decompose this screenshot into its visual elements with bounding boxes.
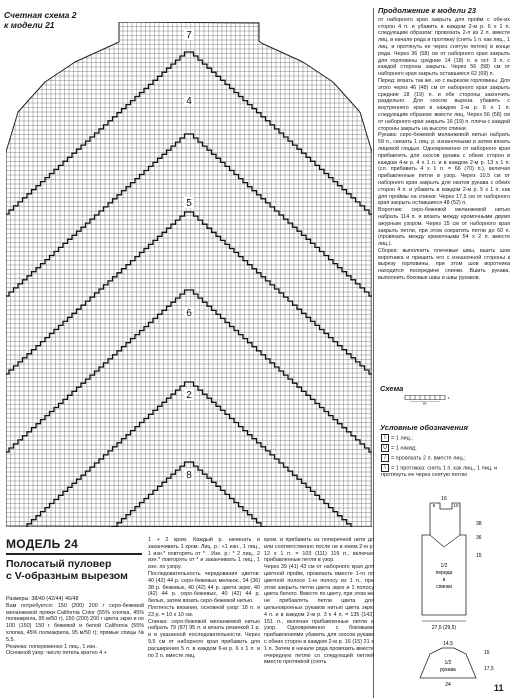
- paragraph: Основной узор: число петель кратно 4 +: [6, 650, 107, 657]
- legend-text: = 1 протяжка: снять 1 п. как лиц., 1 лиц. и протянуть ее через снятую петлю: [381, 465, 498, 478]
- instructions-column-2: [148, 537, 260, 659]
- paragraph: Воротник: серо-бежевой меланжевой нитью набрать 114 п. и вязать между кромочными двумя ажурным узором. Через 15 см от наборного края закрыть петли, при этом сократить петли до 60 п. (провязать между кромочными 54 х 2 п. вместе лиц.).: [378, 207, 510, 248]
- paragraph: Последовательность чередования цветов: 40 (42) 44 р. серо-бежевых меланж., 34 (36) 38 р. бежевых, 40 (42) 44 р. цвета экрю, 40 (42) 44 р. серо-бежевых, 40 (42) 44 р. белых, затем вязать серо-бежевой нитью.: [148, 570, 260, 605]
- model-subtitle: [6, 558, 144, 582]
- legend-item: [381, 454, 511, 462]
- paragraph: Резинка: попеременно 1 лиц., 1 изн.: [6, 643, 97, 650]
- diagram-right-dim-1: 38: [476, 521, 482, 527]
- legend-item: [381, 464, 511, 479]
- paragraph: Плотность вязания, основной узор: 18 п. и 23 р. = 10 х 10 см.: [148, 604, 260, 618]
- chart-row-number: 5: [186, 198, 192, 209]
- instructions-column-3: [264, 537, 374, 666]
- paragraph: Через 39 (41) 43 см от наборного края для цветной пройм, провязать вместе 1-го по цветной полосе 1-ю полосу из 1 п., при этом закрыть петли цвета экрю и 1 полосу цвета белого. Вместе по цвету, при этом же не прибавлять петли цвета для цельнокроеных рукавов нитью цвета экрю 4 п. и в каждом 2-м р. 3 х 4 п. = 135 (143) 151 п., включая прибавленные петли в узор. Одновременно с боковыми прибавлениями убавить для скосов рукава с обеих сторон в каждом 2-м р. 16 (15) 21 х 1 п. Затем в начале ряда провязать вместе очередную петлю со следующей петлей вместе протяжкой (снять: [264, 564, 374, 666]
- page-number: 11: [494, 683, 504, 693]
- diagram-center-2: переда: [435, 570, 453, 576]
- paragraph: 1 + 2 кром. Каждый р. начинать и заканчивать 1 кром. Лиц. р.: «1 изн., 1 лиц., 1 изн.* повторять от * . Изн. р.: * 2 лиц., 2 изн.* повторять от * и заканчивать 1 лиц., 1 изн. по узору.: [148, 537, 260, 571]
- legend-text: = 1 накид;: [391, 445, 417, 452]
- diagram-top-right-dim: 10: [453, 503, 459, 508]
- diagram-right-dim-3: 15: [476, 553, 482, 559]
- chart-row-number: 6: [186, 308, 192, 319]
- body-pattern-diagram: [400, 495, 512, 635]
- diagram-right-dim-2: 36: [476, 535, 482, 541]
- sleeve-right-top-dim: 15: [484, 650, 490, 656]
- chart-row-number: 4: [186, 96, 192, 107]
- diagram-center-4: спинки: [436, 584, 452, 590]
- knitting-chart-grid: [6, 22, 372, 527]
- legend-item: [381, 434, 511, 442]
- model-subtitle-line2: с V-образным вырезом: [6, 570, 128, 582]
- paragraph: Рукава: серо-бежевой меланжевой нитью набрать 58 п., связать 1 лиц. р. изнаночными и затем вязать лицевой гладью. Одновременно от наборного края прибавлять для скосов рукава с обеих сторон в каждом 4-м р. 4 х 1 п. и в каждом 2-м р. 13 х 1 п. (сл. прибавить 4 х 1 п. = 66 (70) п.), включая прибавленные петли в узор. Через 10,5 см от наборного края закрыть для окатов рукава с обеих сторон 4 п. и убавить в каждом 2-м р. 5 х 1 п. как для проймы на спинке. Через 17,5 см от наборного края закрыть оставшиеся 48 (52) п.: [378, 132, 510, 207]
- paragraph: Размеры: 38/40 (42/44) 46/48: [6, 596, 79, 602]
- legend-text: = 1 лиц.;: [391, 435, 413, 442]
- sleeve-top-dim: 14,5: [443, 641, 453, 647]
- model-subtitle-line1: Полосатый пуловер: [6, 558, 112, 570]
- schema-ms-label: MS: [422, 402, 427, 405]
- chart-row-numbers: [184, 29, 194, 481]
- legend-symbol: \: [381, 464, 389, 472]
- instructions-column-1: [6, 596, 144, 657]
- legend-title: Условные обозначения: [380, 423, 468, 432]
- legend-text: = провязать 2 п. вместе лиц.;: [391, 455, 466, 462]
- paragraph: от наборного края закрыть для пройм с обе-их сторон 4 п. и убавить в каждом 2-м р. 6 х 1 п. следующим образом: провязать 2-п из 2 п. вместе лиц. в начале ряда и протяжку (снять 1 п. как лиц., 1 лиц. и протянуть ее через снятую петлю) в конце ряда. Через 36 (58) см от наборного края закрыть для горловины средние 14 (18) п. и ост. 3 п. с каждой стороны закрыть. Через 56 (58) см от наборного края закрыть оставшиеся 62 (69) п.: [378, 16, 510, 78]
- chart-caption-line2: к модели 21: [4, 20, 55, 30]
- paragraph: Спинка: серо-бежевой меланжевой нитью набрать 79 (87) 95 п. и вязать резинкой 1 р. и в указанной последовательности. Через 9,5 см от наборного края прибавить для расширения 5 п. в каждом 6-м р. 6 х 1 п. и по 2 п. вместе лиц.: [148, 618, 260, 659]
- diagram-top-dim: 16: [441, 496, 447, 502]
- schema-title: Схема: [380, 384, 404, 393]
- diagram-bottom-dim: 27,5 (29,5): [431, 625, 457, 631]
- sleeve-bottom-dim: 24: [445, 682, 451, 688]
- diagram-center-3: и: [442, 577, 446, 583]
- chart-row-number: 8: [186, 470, 192, 481]
- model-title: МОДЕЛЬ 24: [6, 537, 79, 551]
- paragraph: Сборка: выполнить плечевые швы, вшить шов воротника и пришить его с изнаночной стороны к вырезу горловины, при этом шов воротника находится посередине спинки. Вшить рукава, выполнить боковые швы и швы рукавов.: [378, 247, 510, 282]
- continuation-column: [378, 8, 510, 282]
- chart-row-number: 2: [186, 390, 192, 401]
- legend-symbol: /: [381, 454, 389, 462]
- stitch-schema: [381, 395, 476, 405]
- schema-repeat: 4: [447, 396, 450, 400]
- diagram-center-1: 1/2: [440, 563, 448, 569]
- paragraph: кром. и прибавить из поперечной нити до или соответственно после не в ежем 2-м р. 12 х 1 п. = 103 (111) 119 п., включая прибавленные петли в узор.: [264, 537, 374, 564]
- chart-row-number: 7: [186, 30, 192, 41]
- continuation-header: Продолжение к модели 23: [378, 6, 477, 15]
- chart-caption-line1: Счетная схема 2: [4, 10, 77, 20]
- sleeve-center-2: рукава: [440, 667, 456, 673]
- paragraph: Перед: вязать так же, но с вырезом горловины. Для этого через 46 (48) см от наборного края закрыть средние 18 (19) п. и обе стороны закончить раздельно. Для скосов выреза убавить с внутреннего края в каждом 2-м р. 6 х 1 п. следующим образом: вместе лиц. Через 56 (58) см от наборного края закрыть 16 (19) п. плеча с каждой стороны закрыть на высоте спинки.: [378, 77, 510, 132]
- legend-symbol: U: [381, 444, 389, 452]
- sleeve-center-1: 1/2: [444, 660, 452, 666]
- model-title-rule: [6, 553, 142, 555]
- chart-chevron-stripes: [6, 52, 372, 527]
- diagram-top-left-dim: 6: [432, 503, 436, 508]
- legend-symbol: I: [381, 434, 389, 442]
- sleeve-right-dim: 17,5: [484, 666, 494, 672]
- legend-item: [381, 444, 511, 452]
- paragraph: Вам потребуется: 150 (200) 200 г серо-бежевой меланжевой пряжи California Color (55% хлопка, 45% полиакрила, 95 м/50 г), 150 (200) 200 г цвета экрю и по 100 (150) 150 г бежевой и белой California (55% хлопка, 45% полиакрила, 95 м/50 г); прямые спицы № 5,5.: [6, 602, 144, 643]
